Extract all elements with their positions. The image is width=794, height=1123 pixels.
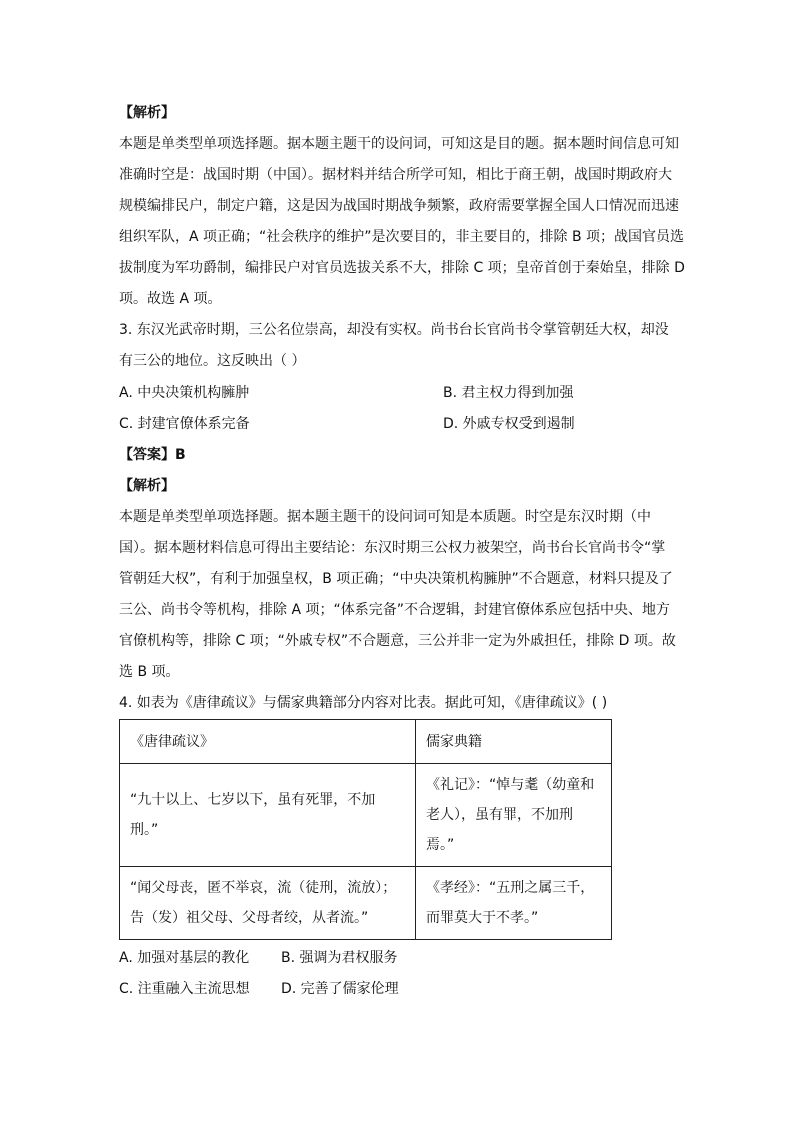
q2-analysis-heading: 【解析】 — [119, 105, 175, 121]
q3-option-a: A. 中央决策机构臃肿 — [119, 385, 250, 401]
q4-option-d: D. 完善了儒家伦理 — [281, 981, 399, 997]
table-cell-line: 而罪莫大于不孝。” — [426, 910, 539, 926]
table-cell — [416, 764, 612, 867]
table-header-cell: 儒家典籍 — [416, 720, 612, 764]
table-cell — [416, 867, 612, 940]
q4-option-a: A. 加强对基层的教化 — [119, 950, 250, 966]
table-cell-line: 《孝经》：“五刑之属三千， — [426, 880, 595, 896]
q3-analysis-heading: 【解析】 — [119, 478, 175, 494]
q3-option-d: D. 外戚专权受到遏制 — [443, 416, 575, 432]
q3-analysis-line: 选 B 项。 — [119, 664, 180, 680]
q3-analysis-line: 管朝廷大权”，有利于加强皇权，B 项正确；“中央决策机构臃肿”不合题意，材料只提及了 — [119, 571, 673, 587]
comparison-table — [119, 719, 612, 940]
table-header-row — [120, 720, 612, 764]
table-cell-line: 《礼记》：“悼与耄（幼童和 — [426, 777, 595, 793]
q4-stem: 4. 如表为《唐律疏议》与儒家典籍部分内容对比表。据此可知，《唐律疏议》( ) — [119, 695, 608, 711]
table-cell — [120, 867, 416, 940]
table-row — [120, 867, 612, 940]
q3-option-b: B. 君主权力得到加强 — [443, 385, 574, 401]
table-cell — [120, 764, 416, 867]
q3-stem-line: 3. 东汉光武帝时期，三公名位崇高，却没有实权。尚书台长官尚书令掌管朝廷大权，却没 — [119, 322, 669, 338]
table-cell-line: 告（发）祖父母、父母者绞，从者流。” — [130, 910, 369, 926]
q2-analysis-line: 拔制度为军功爵制，编排民户对官员选拔关系不大，排除 C 项；皇帝首创于秦始皇，排除 D — [119, 260, 685, 276]
q2-analysis-line: 项。故选 A 项。 — [119, 291, 222, 307]
table-cell-line: 焉。” — [426, 837, 455, 853]
table-cell-line: 老人），虽有罪，不加刑 — [426, 807, 573, 823]
table-cell-line: “闻父母丧，匿不举哀，流（徒刑，流放）； — [130, 880, 397, 896]
q3-analysis-line: 国）。据本题材料信息可得出主要结论：东汉时期三公权力被架空，尚书台长官尚书令“掌 — [119, 540, 666, 556]
q2-analysis-line: 规模编排民户，制定户籍，这是因为战国时期战争频繁，政府需要掌握全国人口情况而迅速 — [119, 198, 679, 214]
q2-analysis-line: 本题是单类型单项选择题。据本题主题干的设问词，可知这是目的题。据本题时间信息可知 — [119, 136, 679, 152]
table-row — [120, 764, 612, 867]
table-cell-line: 刑。” — [130, 822, 159, 838]
q3-analysis-line: 三公、尚书令等机构，排除 A 项；“体系完备”不合逻辑，封建官僚体系应包括中央、地方 — [119, 602, 670, 618]
table-header-cell: 《唐律疏议》 — [120, 720, 416, 764]
q3-analysis-line: 官僚机构等，排除 C 项；“外戚专权”不合题意，三公并非一定为外戚担任，排除 D 项。故 — [119, 633, 676, 649]
q2-analysis-line: 组织军队，A 项正确；“社会秩序的维护”是次要目的，非主要目的，排除 B 项；战国官员选 — [119, 229, 685, 245]
q4-option-b: B. 强调为君权服务 — [281, 950, 398, 966]
q3-analysis-line: 本题是单类型单项选择题。据本题主题干的设问词可知是本质题。时空是东汉时期（中 — [119, 509, 651, 525]
table-cell-line: “九十以上、七岁以下，虽有死罪，不加 — [130, 792, 376, 808]
q2-analysis-line: 准确时空是：战国时期（中国）。据材料并结合所学可知，相比于商王朝，战国时期政府大 — [119, 167, 672, 183]
q3-stem-line: 有三公的地位。这反映出（ ） — [119, 353, 306, 369]
q3-answer: 【答案】B — [119, 447, 186, 463]
q3-option-c: C. 封建官僚体系完备 — [119, 416, 250, 432]
q4-option-c: C. 注重融入主流思想 — [119, 981, 250, 997]
